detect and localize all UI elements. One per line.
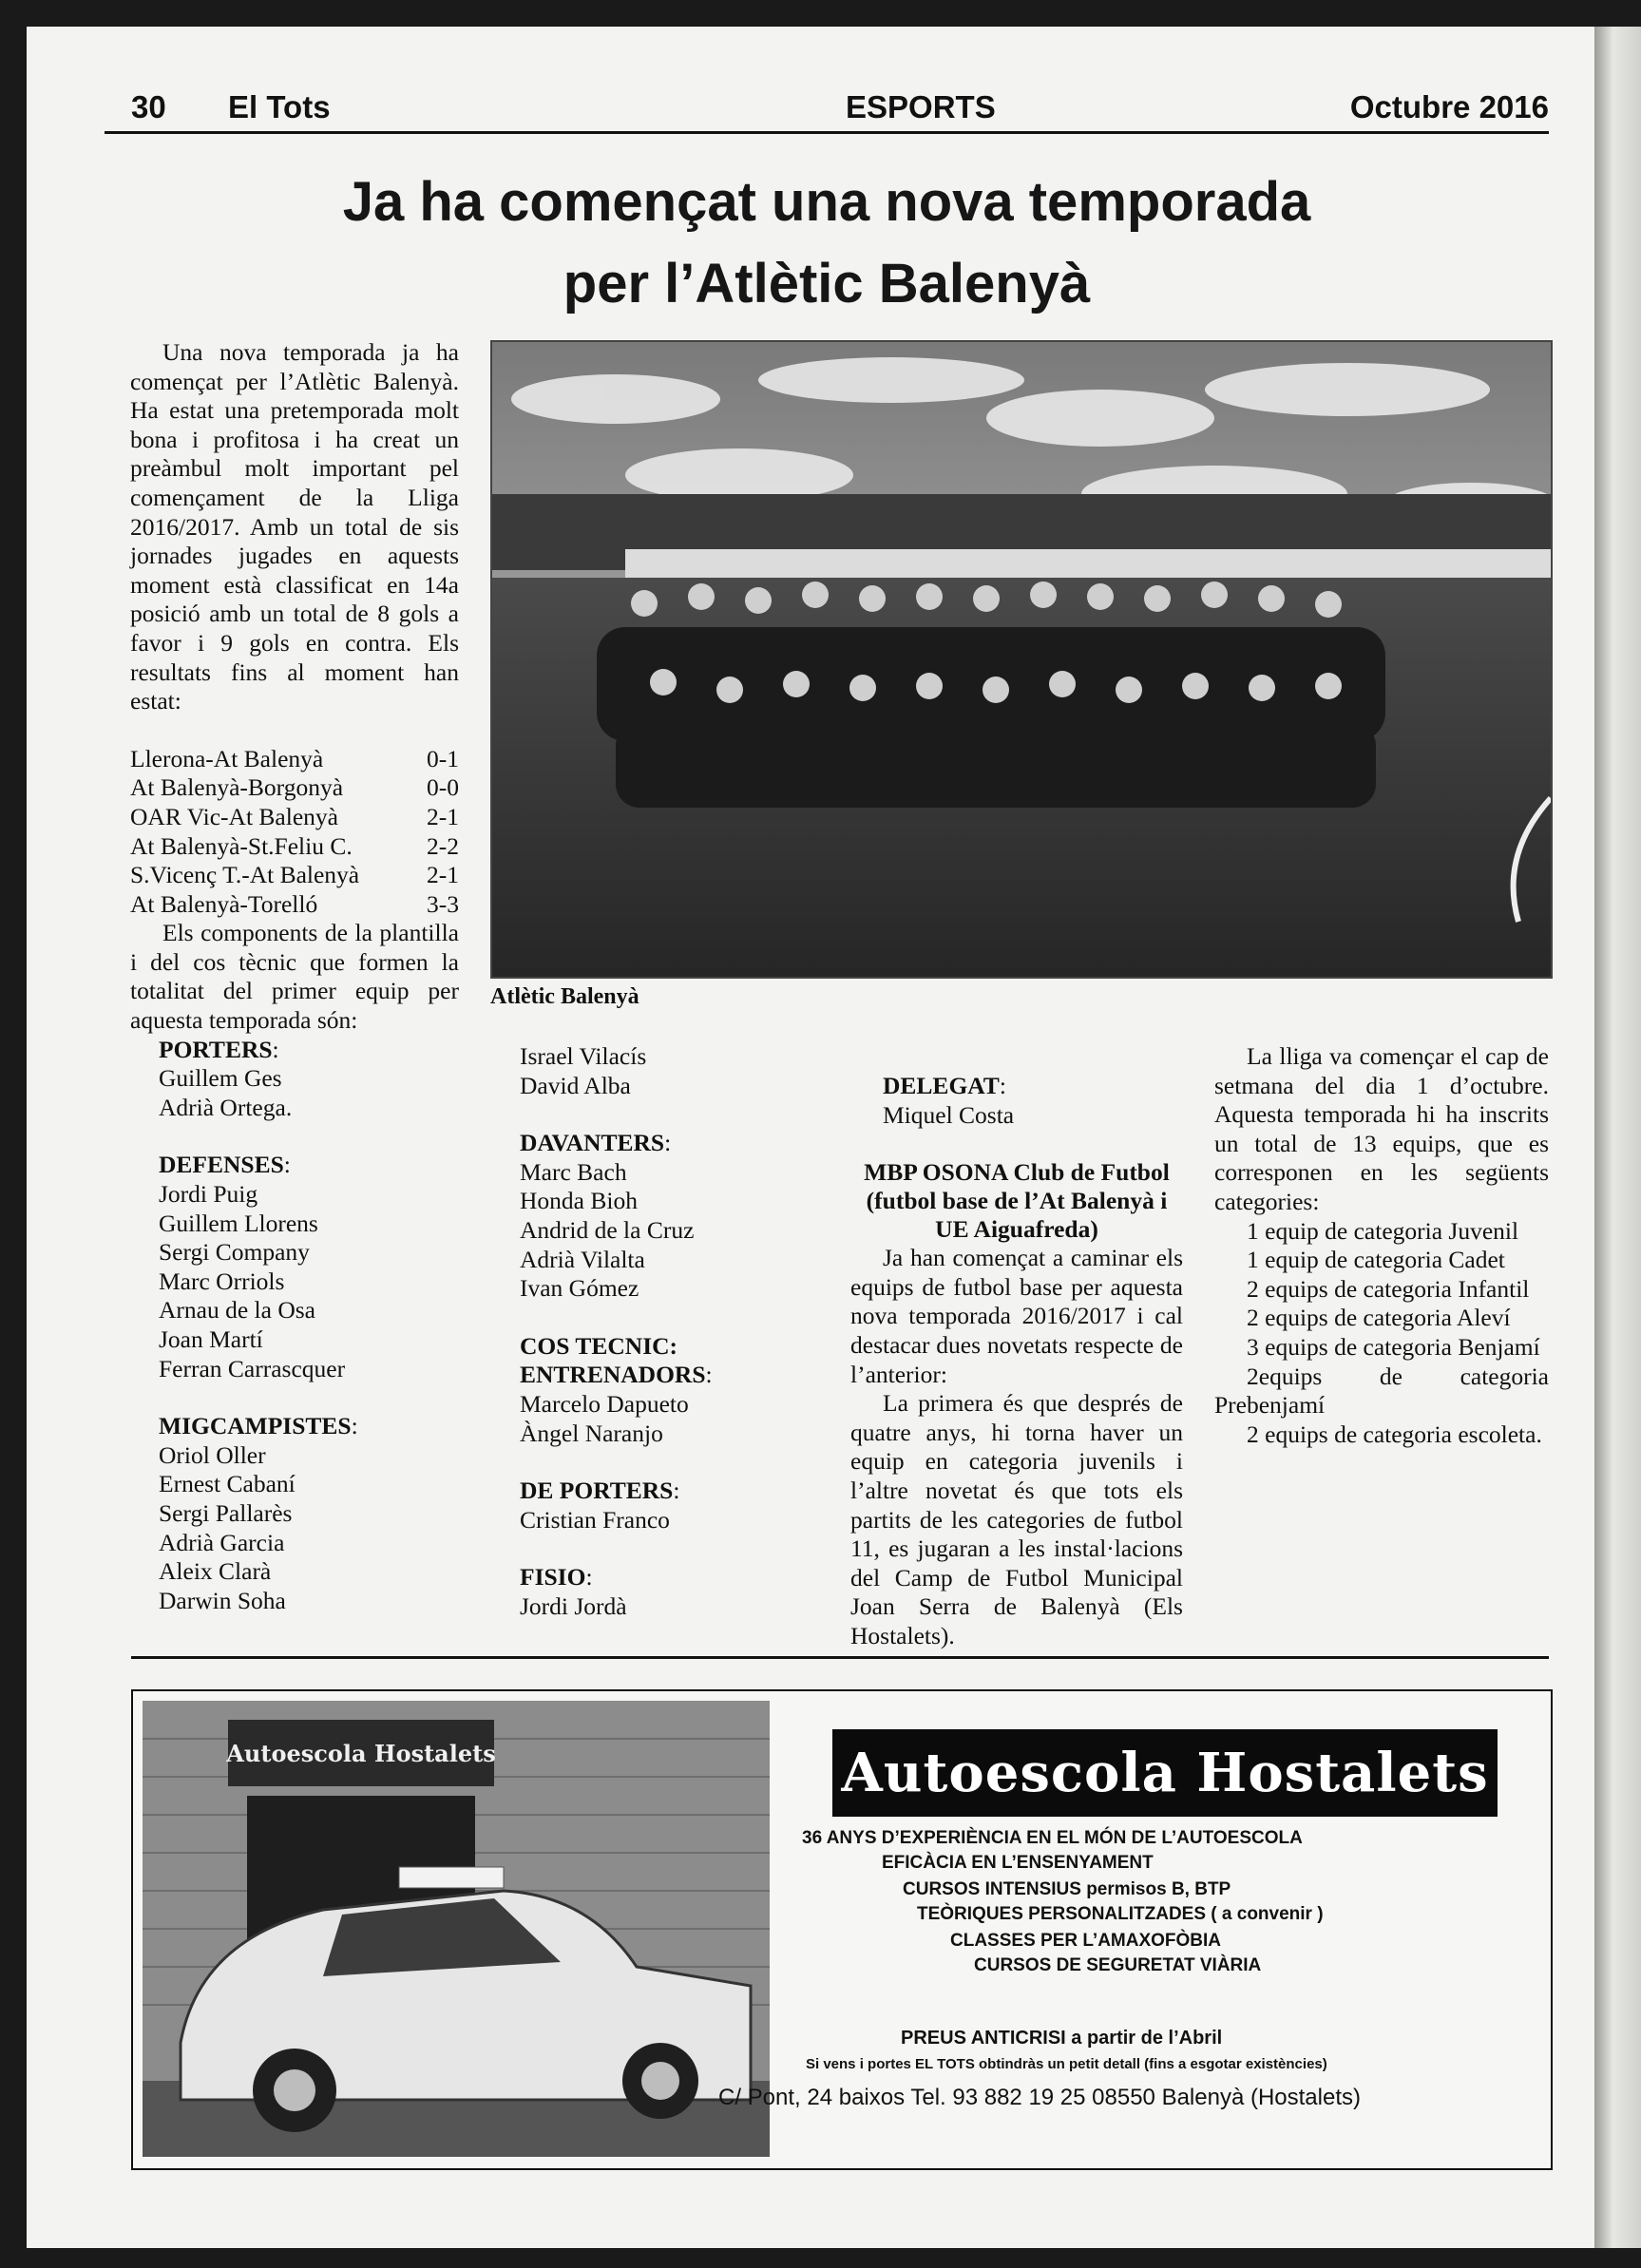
result-score: 2-1 [427,861,459,889]
player-name: Joan Martí [159,1325,263,1353]
headline-line-1: Ja ha començat una nova temporada [342,171,1311,233]
next-page-edge [1594,27,1641,2248]
category-item: 2equips de categoria Prebenjamí [1214,1362,1549,1420]
section-name: ESPORTS [846,89,996,124]
ad-separator-rule [131,1656,1549,1659]
result-row [130,803,459,832]
staff-name: Jordi Jordà [520,1591,627,1620]
column-1 [130,338,459,1615]
player-name: Israel Vilacís [520,1042,647,1070]
photo-caption: Atlètic Balenyà [490,984,639,1009]
player-name: Adrià Vilalta [520,1245,645,1273]
roster-intro: Els components de la plantilla i del cos tècnic que formen la totalitat del primer equip per aquesta temporada són: [130,919,459,1035]
article-headline [105,162,1549,325]
headline-line-2: per l’Atlètic Balenyà [563,253,1091,314]
result-row [130,890,459,920]
roster-first-block: PORTERS: Guillem Ges Adrià Ortega. DEFENSES: Jordi Puig Guillem Llorens Sergi Company Marc Orriols Arnau de la Osa Joan Martí Ferran Carrascquer MIGCAMPISTES: Oriol Oller Ernest Cabaní Sergi Pallarès Adrià Garcia Aleix Clarà Darwin Soha [130,1036,459,1616]
player-name: Oriol Oller [159,1440,266,1469]
player-name: Andrid de la Cruz [520,1215,695,1244]
ad-safety-line: CURSOS DE SEGURETAT VIÀRIA [974,1955,1262,1975]
player-name: Guillem Ges [159,1064,282,1093]
ad-intensive-line: CURSOS INTENSIUS permisos B, BTP [903,1879,1231,1899]
player-name: Arnau de la Osa [159,1296,315,1325]
autoescola-logo: Autoescola Hostalets [832,1729,1498,1817]
player-name: Darwin Soha [159,1586,286,1614]
category-item: 1 equip de categoria Cadet [1247,1246,1505,1274]
player-name: Marc Orriols [159,1267,285,1295]
result-score: 2-1 [427,802,459,830]
result-match: At Balenyà-St.Feliu C. [130,831,353,860]
page-header [105,89,1549,134]
ad-theory-line: TEÒRIQUES PERSONALITZADES ( a convenir ) [917,1904,1324,1924]
result-score: 0-1 [427,744,459,772]
result-row [130,773,459,803]
column-4 [1214,1042,1549,1449]
cos-tecnic-heading: COS TECNIC: [520,1331,678,1360]
davanters-heading: DAVANTERS [520,1129,665,1157]
delegat-heading: DELEGAT [883,1072,1000,1099]
result-score: 2-2 [427,831,459,860]
team-photo [490,340,1553,979]
result-row [130,861,459,890]
autoescola-advertisement [131,1689,1553,2170]
staff-name: Marcelo Dapueto [520,1389,689,1418]
result-score: 0-0 [427,773,459,802]
mbp-paragraph-2: La primera és que després de quatre anys, hi torna haver un equip en categoria juvenils i l’altre novetat és que tots els partits de les categories de futbol 11, es jugaran a les instal·lacions del Camp de Futbol Municipal Joan Serra de Balenyà (Els Hostalets). [850,1389,1183,1649]
result-match: At Balenyà-Torelló [130,889,318,918]
intro-paragraph: Una nova temporada ja ha començat per l’Atlètic Balenyà. Ha estat una pretemporada molt bona i profitosa i ha creat un preàmbul molt important pel començament de la Lliga 2016/2017. Amb un total de sis jornades jugades en aquests moment està classificat en 14a posició amb un total de 8 gols a favor i 9 gols en contra. Els resultats fins al moment han estat: [130,338,459,715]
player-name: Ernest Cabaní [159,1470,296,1498]
player-name: Guillem Llorens [159,1209,318,1237]
result-match: S.Vicenç T.-At Balenyà [130,861,360,889]
player-name: Adrià Ortega. [159,1093,293,1121]
category-item: 1 equip de categoria Juvenil [1247,1216,1519,1245]
staff-name: Cristian Franco [520,1505,670,1534]
category-item: 2 equips de categoria Aleví [1247,1304,1511,1332]
player-name: Sergi Pallarès [159,1498,293,1527]
result-match: OAR Vic-At Balenyà [130,802,338,830]
result-score: 3-3 [427,889,459,918]
column-2: Israel Vilacís David Alba DAVANTERS: Marc Bach Honda Bioh Andrid de la Cruz Adrià Vilalta Ivan Gómez COS TECNIC: ENTRENADORS: Marcelo Dapueto Àngel Naranjo DE PORTERS: Cristian Franco FISIO: Jordi Jordà [520,1042,833,1622]
de-porters-heading: DE PORTERS [520,1477,674,1505]
porters-heading: PORTERS [159,1035,273,1063]
result-row [130,745,459,774]
player-name: Aleix Clarà [159,1557,272,1586]
result-match: At Balenyà-Borgonyà [130,773,344,802]
entrenadors-heading: ENTRENADORS [520,1361,706,1389]
results-list [130,745,459,920]
category-item: 2 equips de categoria Infantil [1247,1274,1530,1303]
player-name: Sergi Company [159,1238,310,1267]
ad-address-line: C/ Pont, 24 baixos Tel. 93 882 19 25 08550 Balenyà (Hostalets) [718,2085,1361,2110]
player-name: Adrià Garcia [159,1528,285,1556]
player-name: Honda Bioh [520,1187,638,1215]
category-item: 3 equips de categoria Benjamí [1247,1332,1540,1361]
ad-efficacy-line: EFICÀCIA EN L’ENSENYAMENT [882,1853,1154,1873]
ad-amaxofobia-line: CLASSES PER L’AMAXOFÒBIA [950,1931,1222,1951]
storefront-photo [143,1701,770,2157]
mbp-subheading: MBP OSONA Club de Futbol (futbol base de l’At Balenyà i UE Aiguafreda) [864,1158,1170,1244]
shop-sign-text: Autoescola Hostalets [226,1740,496,1767]
ad-experience-line: 36 ANYS D’EXPERIÈNCIA EN EL MÓN DE L’AUTOESCOLA [802,1828,1303,1848]
player-name: David Alba [520,1071,631,1099]
mbp-paragraph-1: Ja han començat a caminar els equips de futbol base per aquesta nova temporada 2016/2017 i cal destacar dues novetats respecte de l’anterior: [850,1244,1183,1388]
publication-name: El Tots [228,89,331,124]
column-3: DELEGAT: Miquel Costa MBP OSONA Club de Futbol (futbol base de l’At Balenyà i UE Aiguafreda) Ja han començat a caminar els equips de futbol base per aquesta nova temporada 2016/2017 i cal destacar dues novetats respecte de l’anterior: La primera és que després de quatre anys, hi torna haver un equip en categoria juvenils i l’altre novetat és que tots els partits de les categories de futbol 11, es jugaran a les instal·lacions del Camp de Futbol Municipal Joan Serra de Balenyà (Els Hostalets). [850,1072,1183,1649]
player-name: Marc Bach [520,1157,627,1186]
mbp-paragraph-3: La lliga va començar el cap de setmana del dia 1 d’octubre. Aquesta temporada hi ha inscrits un total de 13 equips, que es corresponen en les següents categories: [1214,1042,1549,1215]
ad-gift-line: Si vens i portes EL TOTS obtindràs un petit detall (fins a esgotar existències) [806,2056,1327,2072]
fisio-heading: FISIO [520,1563,586,1591]
issue-date: Octubre 2016 [1349,89,1549,124]
migcampistes-heading: MIGCAMPISTES [159,1412,352,1440]
staff-name: Miquel Costa [883,1100,1015,1129]
player-name: Jordi Puig [159,1180,258,1209]
staff-name: Àngel Naranjo [520,1419,663,1447]
result-match: Llerona-At Balenyà [130,744,324,772]
result-row [130,832,459,862]
defenses-heading: DEFENSES [159,1151,284,1179]
ad-prices-line: PREUS ANTICRISI a partir de l’Abril [901,2028,1223,2049]
page-number: 30 [131,89,166,124]
player-name: Ferran Carrascquer [159,1354,346,1382]
category-item: 2 equips de categoria escoleta. [1247,1420,1542,1448]
player-name: Ivan Gómez [520,1274,639,1303]
